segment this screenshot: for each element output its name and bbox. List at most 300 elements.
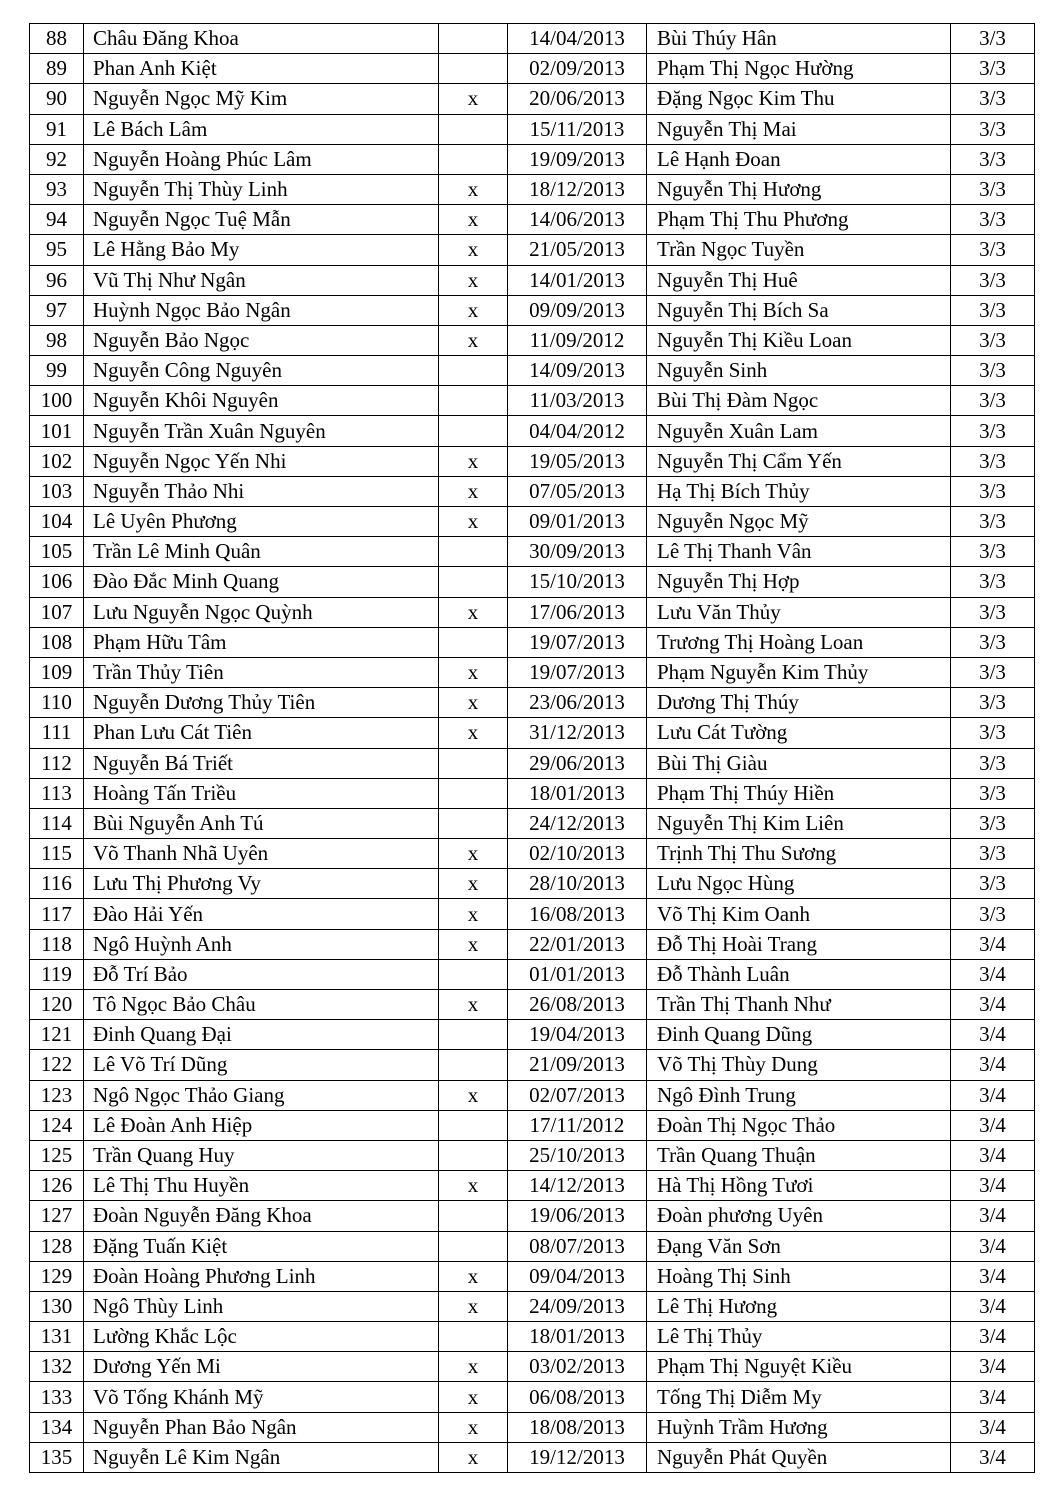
student-name: Ngô Huỳnh Anh	[84, 929, 439, 959]
birth-date: 29/06/2013	[508, 748, 647, 778]
female-mark: x	[439, 929, 508, 959]
row-number: 135	[30, 1442, 84, 1472]
parent-name: Đỗ Thị Hoài Trang	[647, 929, 951, 959]
birth-date: 20/06/2013	[508, 84, 647, 114]
class-name: 3/3	[951, 869, 1035, 899]
row-number: 127	[30, 1201, 84, 1231]
row-number: 95	[30, 235, 84, 265]
student-name: Trần Lê Minh Quân	[84, 537, 439, 567]
parent-name: Phạm Nguyễn Kim Thủy	[647, 657, 951, 687]
row-number: 109	[30, 657, 84, 687]
table-row	[30, 1231, 1035, 1261]
female-mark	[439, 386, 508, 416]
student-name: Đào Hải Yến	[84, 899, 439, 929]
birth-date: 22/01/2013	[508, 929, 647, 959]
birth-date: 19/07/2013	[508, 627, 647, 657]
table-row	[30, 718, 1035, 748]
birth-date: 04/04/2012	[508, 416, 647, 446]
parent-name: Trịnh Thị Thu Sương	[647, 839, 951, 869]
birth-date: 19/09/2013	[508, 144, 647, 174]
class-name: 3/3	[951, 718, 1035, 748]
class-name: 3/4	[951, 1261, 1035, 1291]
student-name: Võ Thanh Nhã Uyên	[84, 839, 439, 869]
student-name: Phạm Hữu Tâm	[84, 627, 439, 657]
class-name: 3/3	[951, 476, 1035, 506]
parent-name: Nguyễn Thị Mai	[647, 114, 951, 144]
student-name: Đào Đắc Minh Quang	[84, 567, 439, 597]
female-mark	[439, 808, 508, 838]
parent-name: Đặng Ngọc Kim Thu	[647, 84, 951, 114]
student-name: Lường Khắc Lộc	[84, 1322, 439, 1352]
birth-date: 17/11/2012	[508, 1110, 647, 1140]
female-mark: x	[439, 446, 508, 476]
parent-name: Phạm Thị Thúy Hiền	[647, 778, 951, 808]
row-number: 89	[30, 54, 84, 84]
parent-name: Nguyễn Thị Kiều Loan	[647, 325, 951, 355]
birth-date: 14/01/2013	[508, 265, 647, 295]
birth-date: 19/12/2013	[508, 1442, 647, 1472]
class-name: 3/4	[951, 1291, 1035, 1321]
parent-name: Trần Quang Thuận	[647, 1140, 951, 1170]
row-number: 117	[30, 899, 84, 929]
parent-name: Phạm Thị Ngọc Hường	[647, 54, 951, 84]
birth-date: 06/08/2013	[508, 1382, 647, 1412]
parent-name: Lê Thị Thủy	[647, 1322, 951, 1352]
birth-date: 23/06/2013	[508, 688, 647, 718]
student-name: Hoàng Tấn Triều	[84, 778, 439, 808]
class-name: 3/4	[951, 1201, 1035, 1231]
row-number: 115	[30, 839, 84, 869]
birth-date: 14/09/2013	[508, 356, 647, 386]
parent-name: Võ Thị Thùy Dung	[647, 1050, 951, 1080]
row-number: 97	[30, 295, 84, 325]
student-name: Nguyễn Thị Thùy Linh	[84, 174, 439, 204]
birth-date: 03/02/2013	[508, 1352, 647, 1382]
student-name: Huỳnh Ngọc Bảo Ngân	[84, 295, 439, 325]
birth-date: 09/04/2013	[508, 1261, 647, 1291]
row-number: 125	[30, 1140, 84, 1170]
female-mark: x	[439, 718, 508, 748]
parent-name: Bùi Thị Đàm Ngọc	[647, 386, 951, 416]
female-mark	[439, 114, 508, 144]
class-name: 3/3	[951, 808, 1035, 838]
parent-name: Nguyễn Thị Huê	[647, 265, 951, 295]
table-row	[30, 537, 1035, 567]
female-mark	[439, 778, 508, 808]
birth-date: 18/12/2013	[508, 174, 647, 204]
student-name: Nguyễn Khôi Nguyên	[84, 386, 439, 416]
birth-date: 31/12/2013	[508, 718, 647, 748]
row-number: 88	[30, 24, 84, 54]
birth-date: 25/10/2013	[508, 1140, 647, 1170]
birth-date: 18/08/2013	[508, 1412, 647, 1442]
table-row	[30, 899, 1035, 929]
student-name: Vũ Thị Như Ngân	[84, 265, 439, 295]
student-name: Nguyễn Phan Bảo Ngân	[84, 1412, 439, 1442]
parent-name: Nguyễn Thị Kim Liên	[647, 808, 951, 838]
birth-date: 19/05/2013	[508, 446, 647, 476]
birth-date: 02/07/2013	[508, 1080, 647, 1110]
student-name: Nguyễn Ngọc Tuệ Mẫn	[84, 205, 439, 235]
female-mark	[439, 24, 508, 54]
class-name: 3/4	[951, 1382, 1035, 1412]
table-row	[30, 24, 1035, 54]
class-name: 3/3	[951, 265, 1035, 295]
class-name: 3/3	[951, 235, 1035, 265]
row-number: 101	[30, 416, 84, 446]
table-row	[30, 144, 1035, 174]
student-name: Nguyễn Bảo Ngọc	[84, 325, 439, 355]
row-number: 91	[30, 114, 84, 144]
female-mark	[439, 356, 508, 386]
table-row	[30, 990, 1035, 1020]
parent-name: Đoàn Thị Ngọc Thảo	[647, 1110, 951, 1140]
female-mark	[439, 1322, 508, 1352]
birth-date: 26/08/2013	[508, 990, 647, 1020]
student-name: Đặng Tuấn Kiệt	[84, 1231, 439, 1261]
class-name: 3/4	[951, 1231, 1035, 1261]
parent-name: Nguyễn Sinh	[647, 356, 951, 386]
table-row	[30, 1352, 1035, 1382]
female-mark: x	[439, 265, 508, 295]
female-mark	[439, 1140, 508, 1170]
table-row	[30, 778, 1035, 808]
class-name: 3/3	[951, 174, 1035, 204]
parent-name: Lê Thị Thanh Vân	[647, 537, 951, 567]
student-name: Tô Ngọc Bảo Châu	[84, 990, 439, 1020]
parent-name: Ngô Đình Trung	[647, 1080, 951, 1110]
birth-date: 11/09/2012	[508, 325, 647, 355]
female-mark	[439, 537, 508, 567]
female-mark: x	[439, 657, 508, 687]
parent-name: Lê Hạnh Đoan	[647, 144, 951, 174]
birth-date: 24/09/2013	[508, 1291, 647, 1321]
table-row	[30, 1382, 1035, 1412]
student-table	[29, 23, 1035, 1473]
table-row	[30, 1201, 1035, 1231]
female-mark: x	[439, 205, 508, 235]
class-name: 3/3	[951, 688, 1035, 718]
row-number: 107	[30, 597, 84, 627]
birth-date: 21/09/2013	[508, 1050, 647, 1080]
female-mark	[439, 567, 508, 597]
class-name: 3/4	[951, 1050, 1035, 1080]
class-name: 3/4	[951, 1352, 1035, 1382]
student-name: Lưu Nguyễn Ngọc Quỳnh	[84, 597, 439, 627]
parent-name: Đoàn phương Uyên	[647, 1201, 951, 1231]
student-name: Ngô Ngọc Thảo Giang	[84, 1080, 439, 1110]
class-name: 3/3	[951, 446, 1035, 476]
class-name: 3/3	[951, 114, 1035, 144]
row-number: 123	[30, 1080, 84, 1110]
row-number: 113	[30, 778, 84, 808]
table-row	[30, 84, 1035, 114]
table-row	[30, 476, 1035, 506]
table-row	[30, 507, 1035, 537]
row-number: 112	[30, 748, 84, 778]
row-number: 105	[30, 537, 84, 567]
class-name: 3/4	[951, 1442, 1035, 1472]
birth-date: 19/06/2013	[508, 1201, 647, 1231]
parent-name: Dương Thị Thúy	[647, 688, 951, 718]
parent-name: Hạ Thị Bích Thủy	[647, 476, 951, 506]
parent-name: Nguyễn Thị Bích Sa	[647, 295, 951, 325]
table-row	[30, 748, 1035, 778]
class-name: 3/4	[951, 1020, 1035, 1050]
student-table-body	[30, 24, 1035, 1473]
table-row	[30, 929, 1035, 959]
class-name: 3/3	[951, 567, 1035, 597]
female-mark	[439, 1050, 508, 1080]
female-mark: x	[439, 990, 508, 1020]
parent-name: Lưu Văn Thủy	[647, 597, 951, 627]
student-name: Đinh Quang Đại	[84, 1020, 439, 1050]
class-name: 3/3	[951, 627, 1035, 657]
row-number: 102	[30, 446, 84, 476]
female-mark	[439, 1020, 508, 1050]
class-name: 3/4	[951, 1140, 1035, 1170]
student-name: Đoàn Nguyễn Đăng Khoa	[84, 1201, 439, 1231]
student-name: Lê Bách Lâm	[84, 114, 439, 144]
student-name: Trần Quang Huy	[84, 1140, 439, 1170]
class-name: 3/4	[951, 929, 1035, 959]
class-name: 3/3	[951, 54, 1035, 84]
female-mark: x	[439, 1171, 508, 1201]
row-number: 124	[30, 1110, 84, 1140]
student-name: Nguyễn Hoàng Phúc Lâm	[84, 144, 439, 174]
row-number: 96	[30, 265, 84, 295]
table-row	[30, 1020, 1035, 1050]
female-mark: x	[439, 84, 508, 114]
birth-date: 17/06/2013	[508, 597, 647, 627]
female-mark: x	[439, 839, 508, 869]
table-row	[30, 295, 1035, 325]
student-name: Ngô Thùy Linh	[84, 1291, 439, 1321]
class-name: 3/3	[951, 24, 1035, 54]
table-row	[30, 1291, 1035, 1321]
female-mark	[439, 144, 508, 174]
female-mark: x	[439, 476, 508, 506]
parent-name: Phạm Thị Nguyệt Kiều	[647, 1352, 951, 1382]
parent-name: Nguyễn Thị Hợp	[647, 567, 951, 597]
birth-date: 19/04/2013	[508, 1020, 647, 1050]
parent-name: Đỗ Thành Luân	[647, 959, 951, 989]
class-name: 3/3	[951, 899, 1035, 929]
female-mark: x	[439, 1261, 508, 1291]
row-number: 118	[30, 929, 84, 959]
student-name: Phan Anh Kiệt	[84, 54, 439, 84]
female-mark: x	[439, 325, 508, 355]
female-mark: x	[439, 1291, 508, 1321]
parent-name: Trần Ngọc Tuyền	[647, 235, 951, 265]
class-name: 3/3	[951, 84, 1035, 114]
table-row	[30, 325, 1035, 355]
student-name: Lê Đoàn Anh Hiệp	[84, 1110, 439, 1140]
class-name: 3/3	[951, 356, 1035, 386]
parent-name: Đạng Văn Sơn	[647, 1231, 951, 1261]
student-name: Nguyễn Dương Thủy Tiên	[84, 688, 439, 718]
female-mark: x	[439, 869, 508, 899]
parent-name: Nguyễn Phát Quyền	[647, 1442, 951, 1472]
parent-name: Lưu Ngọc Hùng	[647, 869, 951, 899]
row-number: 114	[30, 808, 84, 838]
class-name: 3/3	[951, 386, 1035, 416]
class-name: 3/4	[951, 990, 1035, 1020]
table-row	[30, 597, 1035, 627]
table-row	[30, 808, 1035, 838]
birth-date: 01/01/2013	[508, 959, 647, 989]
student-name: Nguyễn Trần Xuân Nguyên	[84, 416, 439, 446]
birth-date: 19/07/2013	[508, 657, 647, 687]
row-number: 90	[30, 84, 84, 114]
female-mark: x	[439, 507, 508, 537]
birth-date: 02/10/2013	[508, 839, 647, 869]
parent-name: Bùi Thúy Hân	[647, 24, 951, 54]
parent-name: Nguyễn Thị Cẩm Yến	[647, 446, 951, 476]
birth-date: 14/04/2013	[508, 24, 647, 54]
student-name: Nguyễn Ngọc Yến Nhi	[84, 446, 439, 476]
birth-date: 30/09/2013	[508, 537, 647, 567]
student-name: Nguyễn Bá Triết	[84, 748, 439, 778]
birth-date: 14/06/2013	[508, 205, 647, 235]
table-row	[30, 869, 1035, 899]
birth-date: 18/01/2013	[508, 1322, 647, 1352]
row-number: 99	[30, 356, 84, 386]
row-number: 108	[30, 627, 84, 657]
table-row	[30, 1171, 1035, 1201]
table-row	[30, 1322, 1035, 1352]
student-name: Đoàn Hoàng Phương Linh	[84, 1261, 439, 1291]
female-mark: x	[439, 295, 508, 325]
birth-date: 07/05/2013	[508, 476, 647, 506]
class-name: 3/3	[951, 416, 1035, 446]
row-number: 116	[30, 869, 84, 899]
table-row	[30, 205, 1035, 235]
student-name: Lưu Thị Phương Vy	[84, 869, 439, 899]
table-row	[30, 1261, 1035, 1291]
parent-name: Võ Thị Kim Oanh	[647, 899, 951, 929]
parent-name: Lê Thị Hương	[647, 1291, 951, 1321]
row-number: 126	[30, 1171, 84, 1201]
student-name: Dương Yến Mi	[84, 1352, 439, 1382]
student-name: Nguyễn Ngọc Mỹ Kim	[84, 84, 439, 114]
class-name: 3/3	[951, 657, 1035, 687]
parent-name: Phạm Thị Thu Phương	[647, 205, 951, 235]
table-row	[30, 1050, 1035, 1080]
row-number: 132	[30, 1352, 84, 1382]
table-row	[30, 567, 1035, 597]
table-row	[30, 1110, 1035, 1140]
birth-date: 11/03/2013	[508, 386, 647, 416]
female-mark	[439, 416, 508, 446]
parent-name: Lưu Cát Tường	[647, 718, 951, 748]
female-mark	[439, 1201, 508, 1231]
female-mark: x	[439, 235, 508, 265]
parent-name: Nguyễn Xuân Lam	[647, 416, 951, 446]
female-mark: x	[439, 597, 508, 627]
female-mark	[439, 54, 508, 84]
table-row	[30, 356, 1035, 386]
row-number: 106	[30, 567, 84, 597]
parent-name: Nguyễn Thị Hương	[647, 174, 951, 204]
parent-name: Hoàng Thị Sinh	[647, 1261, 951, 1291]
row-number: 98	[30, 325, 84, 355]
birth-date: 28/10/2013	[508, 869, 647, 899]
class-name: 3/3	[951, 537, 1035, 567]
student-name: Nguyễn Công Nguyên	[84, 356, 439, 386]
female-mark: x	[439, 899, 508, 929]
student-name: Châu Đăng Khoa	[84, 24, 439, 54]
table-row	[30, 446, 1035, 476]
student-name: Đỗ Trí Bảo	[84, 959, 439, 989]
class-name: 3/3	[951, 597, 1035, 627]
row-number: 93	[30, 174, 84, 204]
student-name: Lê Thị Thu Huyền	[84, 1171, 439, 1201]
student-name: Võ Tống Khánh Mỹ	[84, 1382, 439, 1412]
row-number: 129	[30, 1261, 84, 1291]
birth-date: 18/01/2013	[508, 778, 647, 808]
class-name: 3/4	[951, 959, 1035, 989]
female-mark: x	[439, 1352, 508, 1382]
female-mark: x	[439, 1080, 508, 1110]
birth-date: 24/12/2013	[508, 808, 647, 838]
row-number: 92	[30, 144, 84, 174]
class-name: 3/4	[951, 1171, 1035, 1201]
table-row	[30, 174, 1035, 204]
female-mark: x	[439, 1412, 508, 1442]
table-row	[30, 627, 1035, 657]
class-name: 3/4	[951, 1080, 1035, 1110]
row-number: 130	[30, 1291, 84, 1321]
row-number: 100	[30, 386, 84, 416]
table-row	[30, 114, 1035, 144]
class-name: 3/3	[951, 507, 1035, 537]
birth-date: 08/07/2013	[508, 1231, 647, 1261]
class-name: 3/3	[951, 325, 1035, 355]
table-row	[30, 688, 1035, 718]
parent-name: Tống Thị Diễm My	[647, 1382, 951, 1412]
female-mark: x	[439, 688, 508, 718]
student-name: Nguyễn Thảo Nhi	[84, 476, 439, 506]
birth-date: 16/08/2013	[508, 899, 647, 929]
class-name: 3/4	[951, 1110, 1035, 1140]
birth-date: 02/09/2013	[508, 54, 647, 84]
row-number: 111	[30, 718, 84, 748]
student-name: Lê Võ Trí Dũng	[84, 1050, 439, 1080]
parent-name: Trương Thị Hoàng Loan	[647, 627, 951, 657]
class-name: 3/3	[951, 295, 1035, 325]
row-number: 103	[30, 476, 84, 506]
student-name: Lê Uyên Phương	[84, 507, 439, 537]
female-mark	[439, 627, 508, 657]
female-mark: x	[439, 1442, 508, 1472]
class-name: 3/3	[951, 839, 1035, 869]
birth-date: 21/05/2013	[508, 235, 647, 265]
table-row	[30, 265, 1035, 295]
row-number: 128	[30, 1231, 84, 1261]
table-row	[30, 235, 1035, 265]
row-number: 119	[30, 959, 84, 989]
row-number: 134	[30, 1412, 84, 1442]
student-name: Bùi Nguyễn Anh Tú	[84, 808, 439, 838]
female-mark	[439, 748, 508, 778]
student-name: Nguyễn Lê Kim Ngân	[84, 1442, 439, 1472]
parent-name: Nguyễn Ngọc Mỹ	[647, 507, 951, 537]
student-name: Phan Lưu Cát Tiên	[84, 718, 439, 748]
female-mark: x	[439, 1382, 508, 1412]
table-row	[30, 1140, 1035, 1170]
table-row	[30, 416, 1035, 446]
